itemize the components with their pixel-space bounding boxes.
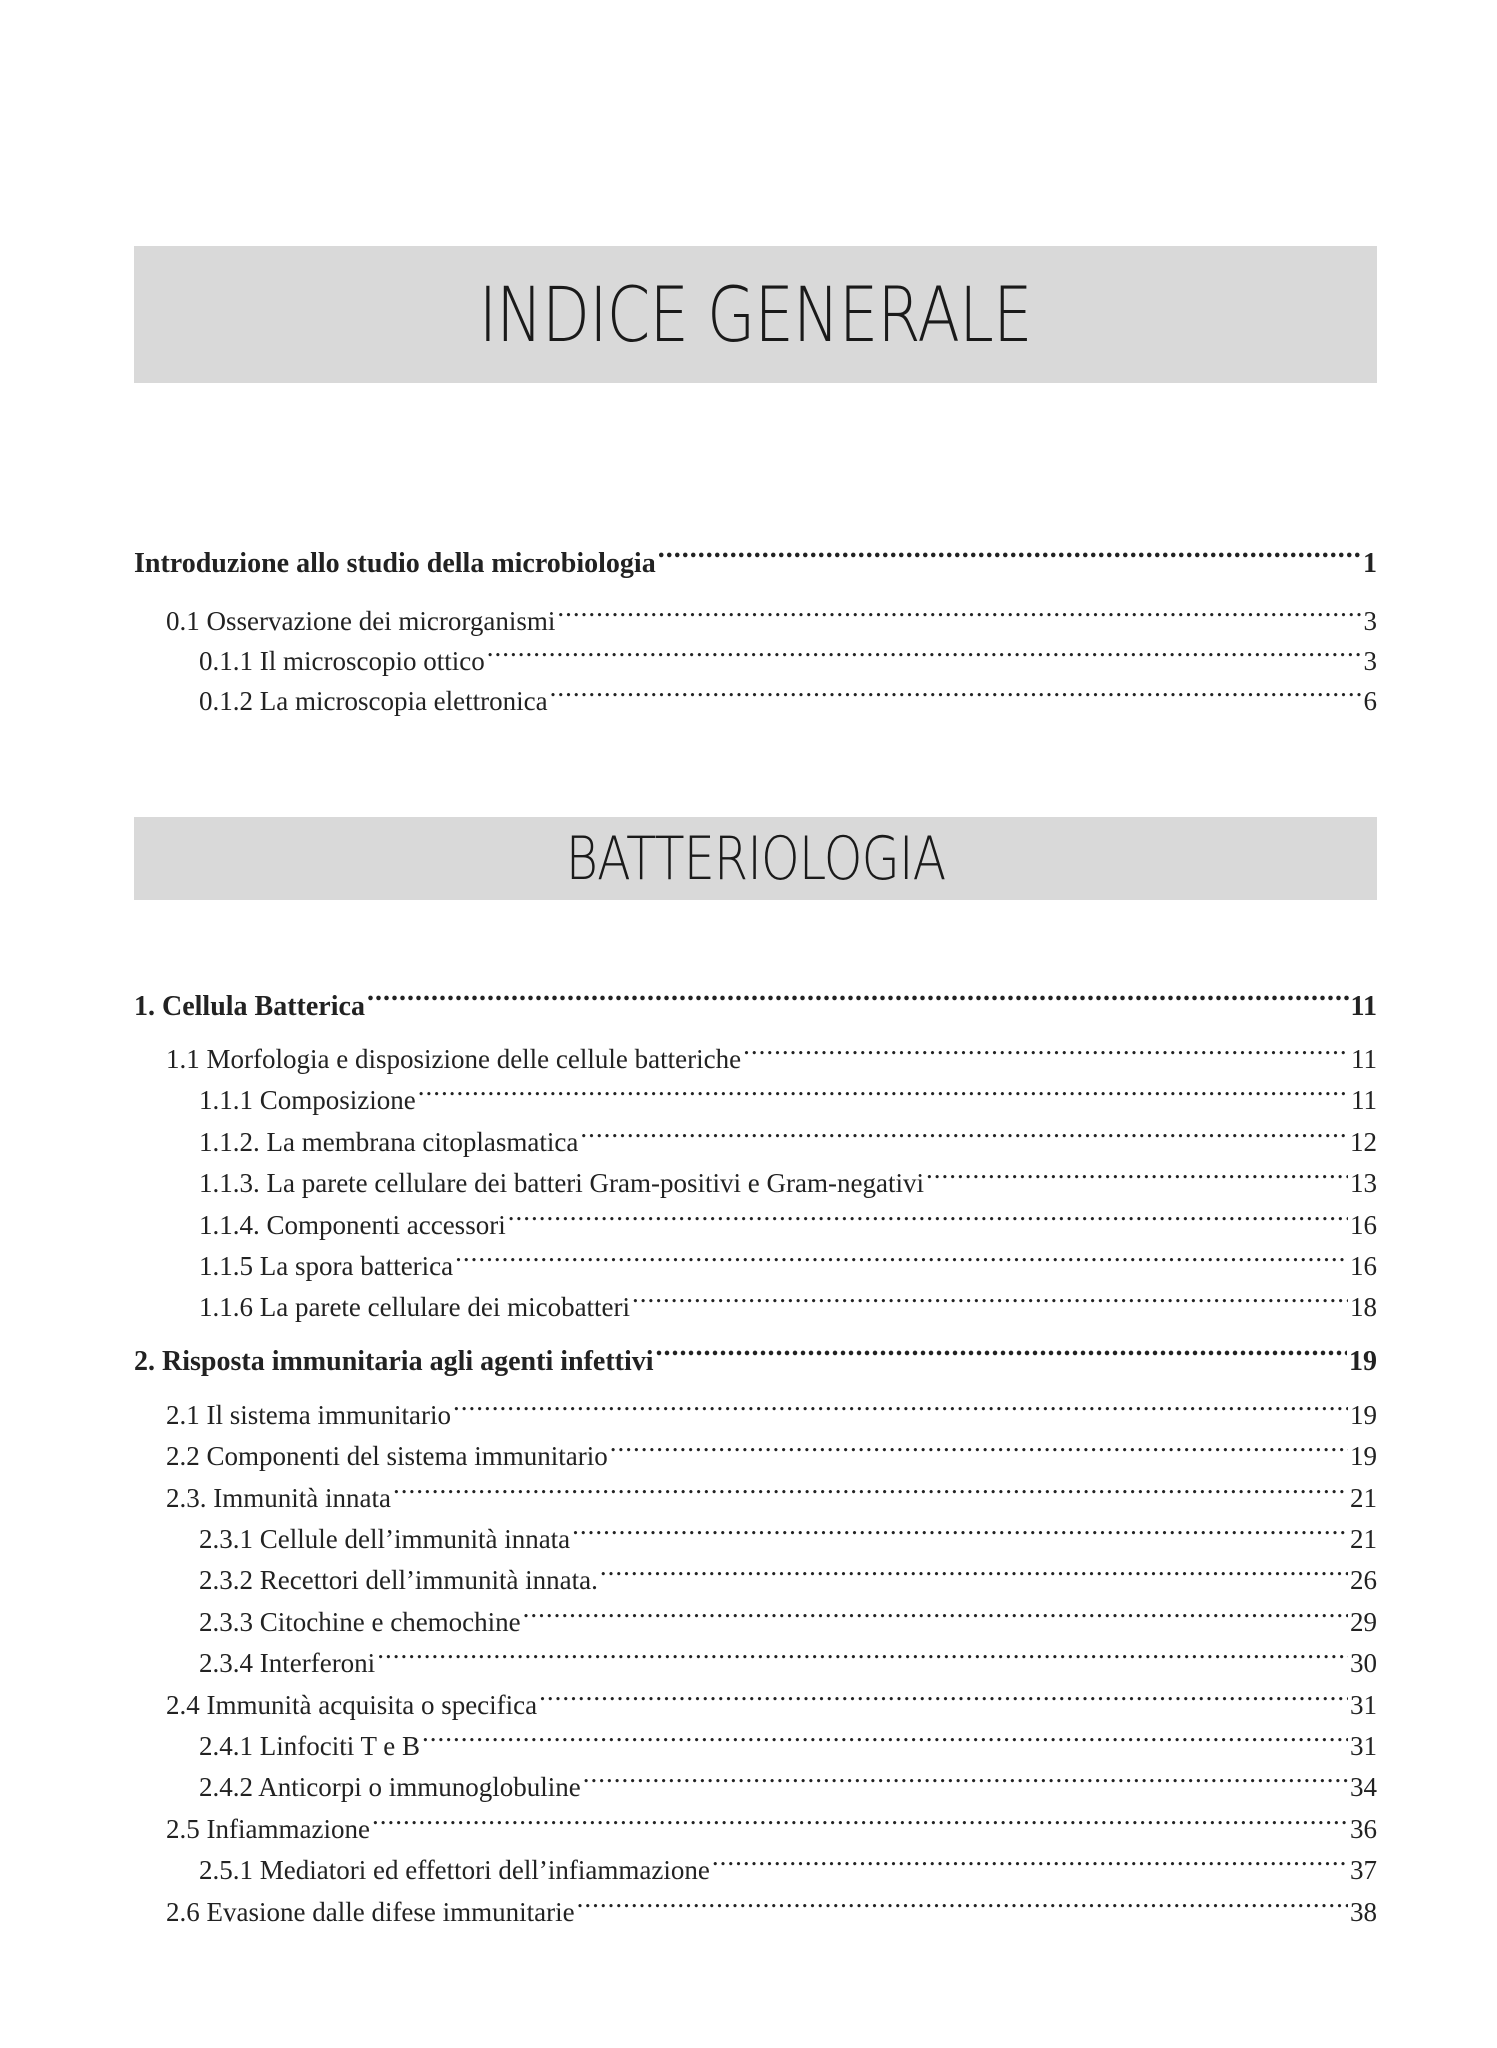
toc-page-number: 19 <box>1349 1346 1377 1377</box>
toc-entry <box>134 1721 1377 1763</box>
toc-entry <box>134 1075 1377 1117</box>
toc-entry-title: 2.5.1 Mediatori ed effettori dell’infiammazione <box>199 1855 710 1885</box>
toc-page-number: 16 <box>1350 1251 1377 1281</box>
dot-leader <box>656 1336 1347 1370</box>
dot-leader <box>453 1390 1348 1424</box>
toc-page-number: 26 <box>1350 1565 1377 1595</box>
toc-entry-title: 1.1.1 Composizione <box>199 1085 416 1115</box>
toc-entry <box>134 1034 1377 1076</box>
toc-page-number: 11 <box>1351 1085 1377 1115</box>
toc-page-number: 37 <box>1350 1855 1377 1885</box>
dot-leader <box>743 1034 1349 1068</box>
toc-entry-title: 0.1.2 La microscopia elettronica <box>199 686 548 716</box>
toc-entry-title: Introduzione allo studio della microbiologia <box>134 548 656 579</box>
toc-entry <box>134 1845 1377 1887</box>
dot-leader <box>508 1200 1348 1234</box>
toc-entry <box>134 1887 1377 1929</box>
toc-page-number: 18 <box>1350 1292 1377 1322</box>
toc-entry <box>134 676 1377 718</box>
dot-leader <box>487 636 1362 670</box>
dot-leader <box>550 676 1362 710</box>
toc-entry <box>134 1597 1377 1639</box>
toc-entry-title: 1.1.5 La spora batterica <box>199 1251 454 1281</box>
toc-entry <box>134 1200 1377 1242</box>
toc-page-number: 12 <box>1350 1127 1377 1157</box>
toc-entry-title: 2.4.2 Anticorpi o immunoglobuline <box>199 1772 581 1802</box>
toc-entry-title: 2.4.1 Linfociti T e B <box>199 1731 420 1761</box>
toc-entry-title: 1. Cellula Batterica <box>134 991 365 1022</box>
toc-entry <box>134 1158 1377 1200</box>
toc-chapter-entry <box>134 981 1377 1024</box>
toc-page-number: 11 <box>1350 991 1377 1022</box>
toc-entry <box>134 1555 1377 1597</box>
toc-entry <box>134 1431 1377 1473</box>
toc-page-number: 3 <box>1363 606 1377 636</box>
toc-page-number: 34 <box>1350 1772 1377 1802</box>
dot-leader <box>539 1680 1348 1714</box>
toc-page-number: 13 <box>1350 1168 1377 1198</box>
toc-entry-title: 0.1.1 Il microscopio ottico <box>199 646 485 676</box>
toc-entry-title: 1.1.4. Componenti accessori <box>199 1210 506 1240</box>
toc-page-number: 30 <box>1350 1648 1377 1678</box>
toc-page-number: 36 <box>1350 1814 1377 1844</box>
toc-page-number: 38 <box>1350 1897 1377 1927</box>
toc-chapter-entry <box>134 538 1377 581</box>
toc-page-number: 16 <box>1350 1210 1377 1240</box>
toc-page-number: 19 <box>1350 1400 1377 1430</box>
section-title: BATTERIOLOGIA <box>565 823 946 894</box>
dot-leader <box>583 1762 1348 1796</box>
toc-entry-title: 2.3.2 Recettori dell’immunità innata. <box>199 1565 598 1595</box>
toc-entry <box>134 1241 1377 1283</box>
dot-leader <box>577 1887 1348 1921</box>
toc-entry-title: 1.1.6 La parete cellulare dei micobatteri <box>199 1292 631 1322</box>
index-title-banner <box>134 246 1377 383</box>
toc-entry-title: 1.1.2. La membrana citoplasmatica <box>199 1127 579 1157</box>
dot-leader <box>455 1241 1348 1275</box>
toc-entry <box>134 596 1377 638</box>
dot-leader <box>422 1721 1348 1755</box>
toc-entry <box>134 1117 1377 1159</box>
toc-entry-title: 2.2 Componenti del sistema immunitario <box>166 1441 608 1471</box>
toc-entry-title: 1.1 Morfologia e disposizione delle cellule batteriche <box>166 1044 742 1074</box>
dot-leader <box>712 1845 1348 1879</box>
toc-entry-title: 2.3.4 Interferoni <box>199 1648 376 1678</box>
toc-page-number: 31 <box>1350 1690 1377 1720</box>
toc-entry <box>134 1762 1377 1804</box>
section-title-banner <box>134 817 1377 900</box>
dot-leader <box>658 538 1361 572</box>
toc-entry-title: 2.3.1 Cellule dell’immunità innata <box>199 1524 571 1554</box>
toc-entry <box>134 1473 1377 1515</box>
toc-entry <box>134 1514 1377 1556</box>
dot-leader <box>557 596 1361 630</box>
toc-entry-title: 2.5 Infiammazione <box>166 1814 370 1844</box>
toc-entry <box>134 636 1377 678</box>
toc-entry <box>134 1638 1377 1680</box>
dot-leader <box>377 1638 1348 1672</box>
toc-entry-title: 2.6 Evasione dalle difese immunitarie <box>166 1897 575 1927</box>
toc-page-number: 3 <box>1363 646 1377 676</box>
dot-leader <box>632 1282 1348 1316</box>
toc-entry-title: 2.3.3 Citochine e chemochine <box>199 1607 521 1637</box>
toc-entry-title: 2.1 Il sistema immunitario <box>166 1400 451 1430</box>
dot-leader <box>367 981 1349 1015</box>
dot-leader <box>372 1804 1348 1838</box>
dot-leader <box>610 1431 1348 1465</box>
toc-entry-title: 1.1.3. La parete cellulare dei batteri Gram-positivi e Gram-negativi <box>199 1168 924 1198</box>
dot-leader <box>418 1075 1349 1109</box>
dot-leader <box>523 1597 1348 1631</box>
toc-page-number: 21 <box>1350 1524 1377 1554</box>
toc-entry <box>134 1282 1377 1324</box>
toc-entry-title: 2. Risposta immunitaria agli agenti infettivi <box>134 1346 654 1377</box>
toc-entry <box>134 1804 1377 1846</box>
dot-leader <box>393 1473 1348 1507</box>
toc-page-number: 31 <box>1350 1731 1377 1761</box>
dot-leader <box>572 1514 1348 1548</box>
dot-leader <box>580 1117 1348 1151</box>
toc-entry-title: 2.3. Immunità innata <box>166 1483 391 1513</box>
toc-entry-title: 0.1 Osservazione dei microrganismi <box>166 606 556 636</box>
index-title: INDICE GENERALE <box>479 270 1032 359</box>
toc-entry <box>134 1680 1377 1722</box>
toc-page-number: 21 <box>1350 1483 1377 1513</box>
toc-page-number: 11 <box>1351 1044 1377 1074</box>
dot-leader <box>926 1158 1348 1192</box>
toc-page-number: 19 <box>1350 1441 1377 1471</box>
toc-entry-title: 2.4 Immunità acquisita o specifica <box>166 1690 538 1720</box>
toc-page-number: 1 <box>1363 548 1377 579</box>
toc-page-number: 6 <box>1363 686 1377 716</box>
toc-entry <box>134 1390 1377 1432</box>
toc-page-number: 29 <box>1350 1607 1377 1637</box>
dot-leader <box>600 1555 1348 1589</box>
toc-chapter-entry <box>134 1336 1377 1379</box>
